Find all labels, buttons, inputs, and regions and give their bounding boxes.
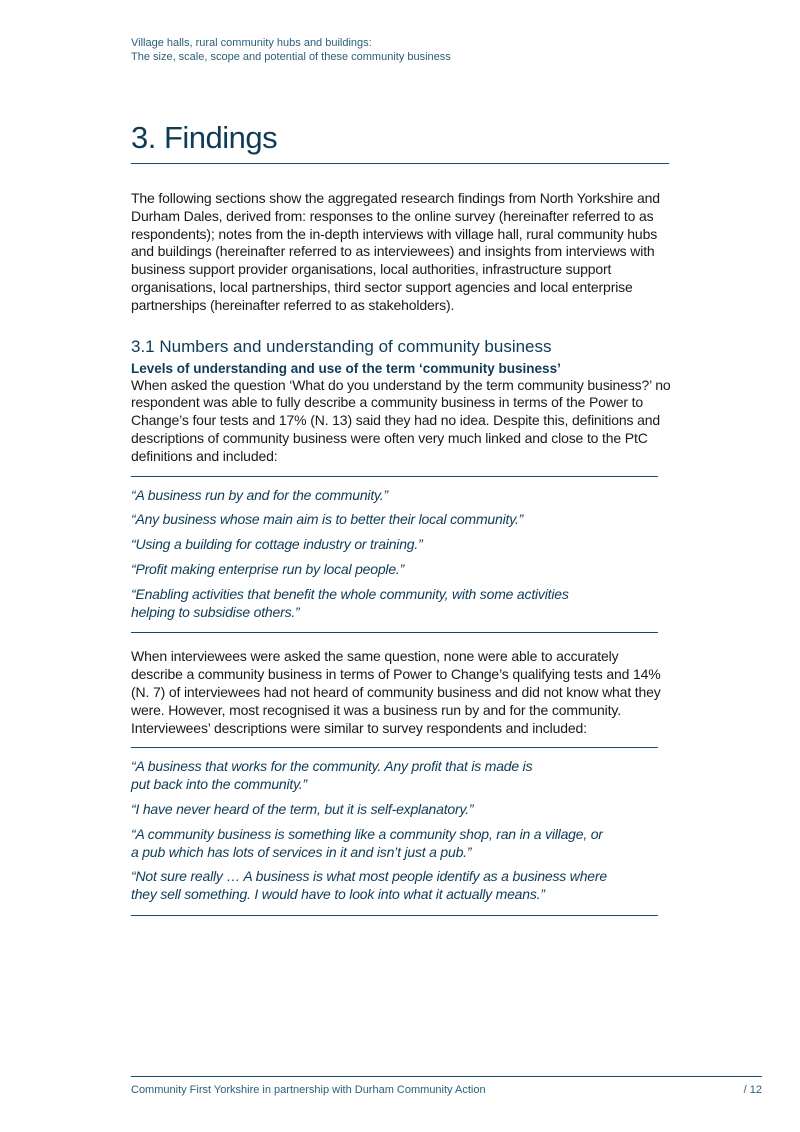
title-divider bbox=[131, 163, 669, 164]
quote-item: “Enabling activities that benefit the whole community, with some activities helping to subsidise others.” bbox=[131, 585, 569, 620]
quote-item: “Not sure really … A business is what most people identify as a business where they sell something. I would have to look into what it actually means.” bbox=[131, 868, 607, 903]
respondents-paragraph: When asked the question ‘What do you understand by the term community business?’ no respondent was able to fully describe a community business in terms of the Power to Change’s four tests and 17% (N. 13) said they had no idea. Despite this, definitions and descriptions of community business were often very much linked and close to the PtC definitions and included: bbox=[131, 376, 671, 464]
quote-item: “A business run by and for the community.” bbox=[131, 486, 388, 503]
quote-item: “I have never heard of the term, but it is self-explanatory.” bbox=[131, 800, 474, 817]
quote-item: “Any business whose main aim is to better their local community.” bbox=[131, 511, 524, 528]
intro-paragraph: The following sections show the aggregated research findings from North Yorkshire and Durham Dales, derived from: responses to the online survey (hereinafter referred to as respondents); notes from the in-depth interviews with village hall, rural community hubs and buildings (hereinafter referred to as interviewees) and insights from interviews with business support provider organisations, local authorities, infrastructure support organisations, local partnerships, third sector support agencies and local enterprise partnerships (hereinafter referred to as stakeholders). bbox=[131, 190, 660, 313]
respondent-quotes bbox=[131, 476, 658, 634]
quote-item: “Using a building for cottage industry or training.” bbox=[131, 536, 423, 553]
footer-credit: Community First Yorkshire in partnership with Durham Community Action bbox=[131, 1084, 486, 1096]
page-number: / 12 bbox=[743, 1084, 762, 1096]
running-head-line-1: Village halls, rural community hubs and buildings: bbox=[131, 37, 372, 49]
quote-item: “A business that works for the community. Any profit that is made is put back into the community.” bbox=[131, 758, 533, 793]
main-content bbox=[131, 190, 671, 916]
footer-divider bbox=[131, 1076, 762, 1077]
interviewees-paragraph: When interviewees were asked the same question, none were able to accurately describe a community business in terms of Power to Change’s qualifying tests and 14% (N. 7) of interviewees had not heard of community business and did not know what they were. However, most recognised it was a business run by and for the community. Interviewees’ descriptions were similar to survey respondents and included: bbox=[131, 648, 661, 736]
quote-item: “A community business is something like a community shop, ran in a village, or a pub which has lots of services in it and isn’t just a pub.” bbox=[131, 825, 603, 860]
section-title: 3. Findings bbox=[131, 120, 278, 155]
subsection-heading: 3.1 Numbers and understanding of community business bbox=[131, 336, 552, 356]
subsection-subheading: Levels of understanding and use of the term ‘community business’ bbox=[131, 360, 561, 376]
interviewee-quotes bbox=[131, 747, 658, 916]
quote-item: “Profit making enterprise run by local people.” bbox=[131, 560, 405, 577]
running-head bbox=[131, 36, 451, 64]
running-head-line-2: The size, scale, scope and potential of these community business bbox=[131, 51, 451, 63]
